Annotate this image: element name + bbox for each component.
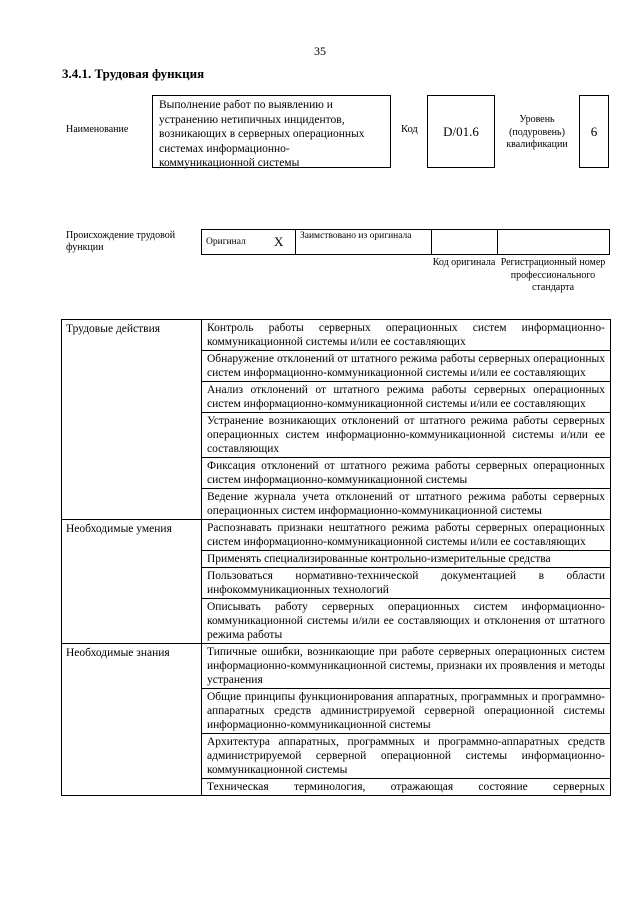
list-item: Техническая терминология, отражающая состояние серверных: [202, 779, 611, 796]
page-number: 35: [314, 44, 326, 58]
list-item: Распознавать признаки нештатного режима работы серверных операционных систем информационно-коммуникационной системы и/или ее составляющих: [202, 520, 611, 551]
reg-number-caption: Регистрационный номер профессионального стандарта: [500, 257, 606, 293]
origin-table: [201, 229, 610, 255]
list-item: Описывать работу серверных операционных систем информационно-коммуникационной системы и/или ее составляющих и отклонения от штатного режима работы: [202, 599, 611, 644]
list-item: Ведение журнала учета отклонений от штатного режима работы серверных операционных систем информационно-коммуникационной системы: [202, 489, 611, 520]
list-item: Пользоваться нормативно-технической документацией в области инфокоммуникационных технологий: [202, 568, 611, 599]
function-name: Выполнение работ по выявлению и устранению нетипичных инцидентов, возникающих в серверных операционных системах информационно-коммуникационной системы: [152, 95, 391, 168]
qualification-level: 6: [579, 95, 609, 168]
function-code: D/01.6: [427, 95, 495, 168]
origin-label: Происхождение трудовой функции: [66, 230, 176, 253]
table-row: [62, 320, 611, 351]
requirements-table: [61, 319, 611, 796]
list-item: Применять специализированные контрольно-измерительные средства: [202, 551, 611, 568]
section-heading: 3.4.1. Трудовая функция: [62, 66, 205, 81]
list-item: Анализ отклонений от штатного режима работы серверных операционных систем информационно-коммуникационной системы и/или ее составляющих: [202, 382, 611, 413]
level-label: Уровень (подуровень) квалификации: [506, 114, 568, 150]
list-item: Архитектура аппаратных, программных и программно-аппаратных средств администрируемой серверной операционной системы информационно-коммуникационной системы: [202, 734, 611, 779]
borrowed-label: Заимствовано из оригинала: [296, 230, 432, 255]
original-label: Оригинал: [202, 230, 263, 255]
section-title: Необходимые знания: [62, 644, 202, 796]
section-title: Необходимые умения: [62, 520, 202, 644]
code-label: Код: [401, 124, 418, 135]
name-label: Наименование: [66, 124, 129, 135]
table-row: [62, 520, 611, 551]
reg-number-cell: [498, 230, 610, 255]
original-code-caption: Код оригинала: [432, 257, 496, 268]
list-item: Контроль работы серверных операционных систем информационно-коммуникационной системы и/или ее составляющих: [202, 320, 611, 351]
section-title: Трудовые действия: [62, 320, 202, 520]
original-code-cell: [432, 230, 498, 255]
list-item: Обнаружение отклонений от штатного режима работы серверных операционных систем информационно-коммуникационной системы и/или ее составляющих: [202, 351, 611, 382]
list-item: Фиксация отклонений от штатного режима работы серверных операционных систем информационно-коммуникационной системы: [202, 458, 611, 489]
requirements-area: [0, 319, 640, 846]
table-row: [62, 644, 611, 689]
list-item: Общие принципы функционирования аппаратных, программных и программно-аппаратных средств администрируемой серверной операционной системы информационно-коммуникационной системы: [202, 689, 611, 734]
list-item: Типичные ошибки, возникающие при работе серверных операционных систем информационно-коммуникационной системы, признаки их проявления и методы устранения: [202, 644, 611, 689]
original-mark: X: [263, 230, 296, 255]
list-item: Устранение возникающих отклонений от штатного режима работы серверных операционных систем информационно-коммуникационной системы и/или ее составляющих: [202, 413, 611, 458]
